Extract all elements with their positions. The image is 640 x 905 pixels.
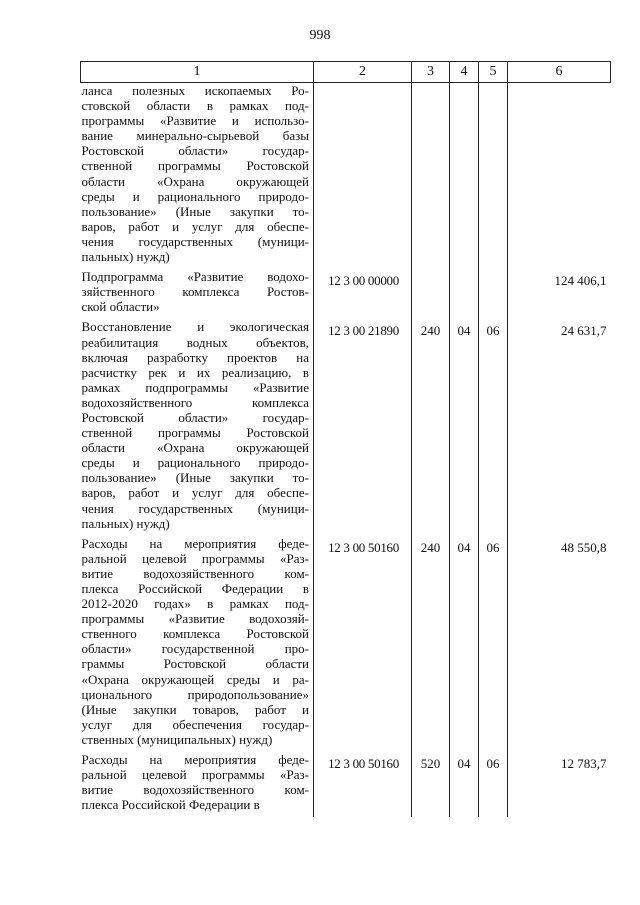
- budget-table: [80, 61, 611, 817]
- description-line: услуг для обеспечения государ-: [81, 716, 309, 732]
- description-line: «Охрана окружающей среды и ра-: [81, 671, 309, 687]
- description-line: плекса Российской Федерации в: [81, 797, 260, 813]
- description-line: ционального природопользование»: [81, 686, 309, 702]
- row-section: 04: [450, 319, 479, 535]
- description-line: Расходы на мероприятия феде-: [81, 535, 309, 551]
- description-line: программы «Развитие водохозяй-: [81, 611, 309, 627]
- description-line: среды и рационального природо-: [81, 455, 309, 471]
- row-expense-type: 520: [412, 752, 450, 817]
- row-amount: 124 406,1: [508, 269, 611, 319]
- header-cell-2: 2: [314, 62, 412, 83]
- description-line: реабилитация водных объектов,: [81, 334, 309, 350]
- row-target-code: 12 3 00 50160: [314, 536, 412, 752]
- row-expense-type: [412, 269, 450, 319]
- row-expense-type: 240: [412, 536, 450, 752]
- description-line: стовской области в рамках под-: [81, 98, 309, 114]
- row-target-code: 12 3 00 50160: [314, 752, 412, 817]
- description-line: Восстановление и экологическая: [81, 319, 309, 335]
- description-line: водохозяйственного комплекса: [81, 394, 309, 410]
- description-line: Расходы на мероприятия феде-: [81, 752, 309, 768]
- description-line: ральной целевой программы «Раз-: [81, 767, 309, 783]
- description-line: Подпрограмма «Развитие водохо-: [81, 269, 309, 285]
- table-body: [81, 83, 611, 818]
- row-section: 04: [450, 536, 479, 752]
- description-line: пальных) нужд): [81, 515, 170, 531]
- row-subsection: 06: [479, 752, 508, 817]
- table-row: [81, 83, 611, 270]
- page-number: 998: [309, 28, 331, 43]
- description-line: вание минерально-сырьевой базы: [81, 128, 309, 144]
- row-amount: 48 550,8: [508, 536, 611, 752]
- description-line: варов, работ и услуг для обеспе-: [81, 218, 309, 234]
- row-subsection: 06: [479, 536, 508, 752]
- table-row: [81, 536, 611, 752]
- description-line: плекса Российской Федерации в: [81, 581, 309, 596]
- description-line: витие водохозяйственного ком-: [81, 565, 309, 581]
- row-amount: 24 631,7: [508, 319, 611, 535]
- description-line: ственного комплекса Ростовской: [81, 626, 309, 642]
- table-row: [81, 319, 611, 535]
- table-header: [81, 62, 611, 83]
- table-row: [81, 752, 611, 817]
- row-amount: 12 783,7: [508, 752, 611, 817]
- row-expense-type: [412, 83, 450, 270]
- description-line: зяйственного комплекса Ростов-: [81, 284, 309, 300]
- row-subsection: [479, 83, 508, 270]
- header-row: [81, 62, 611, 83]
- header-cell-4: 4: [450, 62, 479, 83]
- description-line: ральной целевой программы «Раз-: [81, 550, 309, 566]
- description-line: пользование» (Иные закупки то-: [81, 203, 309, 219]
- row-expense-type: 240: [412, 319, 450, 535]
- description-line: области «Охрана окружающей: [81, 173, 309, 189]
- row-subsection: [479, 269, 508, 319]
- description-line: (Иные закупки товаров, работ и: [81, 701, 309, 717]
- header-cell-5: 5: [479, 62, 508, 83]
- row-target-code: 12 3 00 21890: [314, 319, 412, 535]
- row-section: [450, 269, 479, 319]
- description-line: Ростовской области» государ-: [81, 143, 309, 159]
- row-target-code: 12 3 00 00000: [314, 269, 412, 319]
- description-line: Ростовской области» государ-: [81, 409, 309, 425]
- description-line: витие водохозяйственного ком-: [81, 782, 309, 798]
- row-subsection: 06: [479, 319, 508, 535]
- header-cell-1: 1: [81, 62, 314, 83]
- description-line: чения государственных (муници-: [81, 500, 309, 516]
- row-target-code: [314, 83, 412, 270]
- description-line: варов, работ и услуг для обеспе-: [81, 485, 309, 501]
- description-line: программы «Развитие и использо-: [81, 113, 309, 129]
- row-description: [81, 83, 314, 270]
- header-cell-3: 3: [412, 62, 450, 83]
- description-line: рамках подпрограммы «Развитие: [81, 379, 309, 395]
- description-line: 2012-2020 годах» в рамках под-: [81, 596, 309, 612]
- description-line: ской области»: [81, 299, 160, 315]
- description-line: включая разработку проектов на: [81, 349, 309, 365]
- row-section: 04: [450, 752, 479, 817]
- row-section: [450, 83, 479, 270]
- description-line: ственных (муниципальных) нужд): [81, 731, 273, 747]
- description-line: ланса полезных ископаемых Ро-: [81, 83, 309, 98]
- description-line: расчистку рек и их реализацию, в: [81, 364, 309, 380]
- description-line: среды и рационального природо-: [81, 188, 309, 204]
- description-line: области» государственной про-: [81, 641, 309, 657]
- description-line: области «Охрана окружающей: [81, 440, 309, 456]
- row-description: [81, 319, 314, 535]
- description-line: пользование» (Иные закупки то-: [81, 470, 309, 486]
- description-line: пальных) нужд): [81, 249, 170, 265]
- row-amount: [508, 83, 611, 270]
- header-cell-6: 6: [508, 62, 611, 83]
- description-line: чения государственных (муници-: [81, 233, 309, 249]
- description-line: ственной программы Ростовской: [81, 158, 309, 174]
- description-line: ственной программы Ростовской: [81, 425, 309, 441]
- row-description: [81, 752, 314, 817]
- row-description: [81, 269, 314, 319]
- table-row: [81, 269, 611, 319]
- row-description: [81, 536, 314, 752]
- description-line: граммы Ростовской области: [81, 656, 309, 672]
